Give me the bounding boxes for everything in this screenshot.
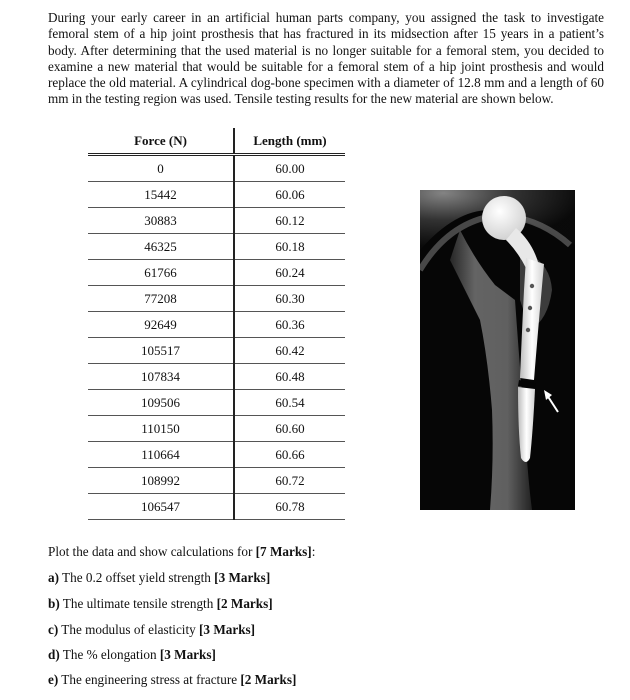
force-cell: 15442 <box>88 182 234 208</box>
table-header-row <box>88 128 345 155</box>
table-row <box>88 468 345 494</box>
stem-hole-2 <box>528 306 532 310</box>
question-b: b) The ultimate tensile strength [2 Marks] <box>48 596 273 611</box>
problem-statement: During your early career in an artificial human parts company, you assigned the task to investigate femoral stem of a hip joint prosthesis that has fractured in its midsection after 15 years in a patient’s body. After determining that the used material is no longer suitable for a femoral stem, you decided to examine a new material that would be suitable for a femoral stem of a hip joint prosthesis and would replace the old material. A cylindrical dog-bone specimen with a diameter of 12.8 mm and a length of 60 mm in the testing region was used. Tensile testing results for the new material are shown below. <box>48 10 604 107</box>
length-cell: 60.54 <box>234 390 345 416</box>
hip-prosthesis-xray-image <box>420 190 575 510</box>
force-cell: 61766 <box>88 260 234 286</box>
table-row <box>88 208 345 234</box>
length-cell: 60.24 <box>234 260 345 286</box>
questions-intro: Plot the data and show calculations for [7 Marks]: <box>48 544 316 559</box>
table-row <box>88 390 345 416</box>
force-cell: 110664 <box>88 442 234 468</box>
question-d: d) The % elongation [3 Marks] <box>48 647 216 662</box>
table-row <box>88 260 345 286</box>
table-row <box>88 338 345 364</box>
force-cell: 110150 <box>88 416 234 442</box>
length-cell: 60.78 <box>234 494 345 520</box>
length-cell: 60.72 <box>234 468 345 494</box>
force-cell: 0 <box>88 155 234 182</box>
length-cell: 60.36 <box>234 312 345 338</box>
stem-hole-1 <box>530 284 534 288</box>
table-row <box>88 442 345 468</box>
force-cell: 46325 <box>88 234 234 260</box>
table-row <box>88 155 345 182</box>
force-column-header: Force (N) <box>88 128 234 155</box>
length-cell: 60.48 <box>234 364 345 390</box>
table-row <box>88 234 345 260</box>
length-cell: 60.66 <box>234 442 345 468</box>
question-e: e) The engineering stress at fracture [2 Marks] <box>48 672 297 687</box>
table-row <box>88 286 345 312</box>
force-cell: 106547 <box>88 494 234 520</box>
force-cell: 92649 <box>88 312 234 338</box>
length-cell: 60.42 <box>234 338 345 364</box>
force-cell: 105517 <box>88 338 234 364</box>
force-cell: 77208 <box>88 286 234 312</box>
table-row <box>88 312 345 338</box>
table-row <box>88 364 345 390</box>
length-cell: 60.06 <box>234 182 345 208</box>
table-row <box>88 416 345 442</box>
length-cell: 60.30 <box>234 286 345 312</box>
table-row <box>88 182 345 208</box>
length-cell: 60.18 <box>234 234 345 260</box>
length-cell: 60.00 <box>234 155 345 182</box>
force-cell: 108992 <box>88 468 234 494</box>
stem-hole-3 <box>526 328 530 332</box>
force-cell: 107834 <box>88 364 234 390</box>
question-c: c) The modulus of elasticity [3 Marks] <box>48 622 256 637</box>
table-row <box>88 494 345 520</box>
length-cell: 60.12 <box>234 208 345 234</box>
force-cell: 109506 <box>88 390 234 416</box>
question-a: a) The 0.2 offset yield strength [3 Marks] <box>48 570 271 585</box>
tensile-test-table <box>88 128 345 520</box>
length-cell: 60.60 <box>234 416 345 442</box>
force-cell: 30883 <box>88 208 234 234</box>
length-column-header: Length (mm) <box>234 128 345 155</box>
